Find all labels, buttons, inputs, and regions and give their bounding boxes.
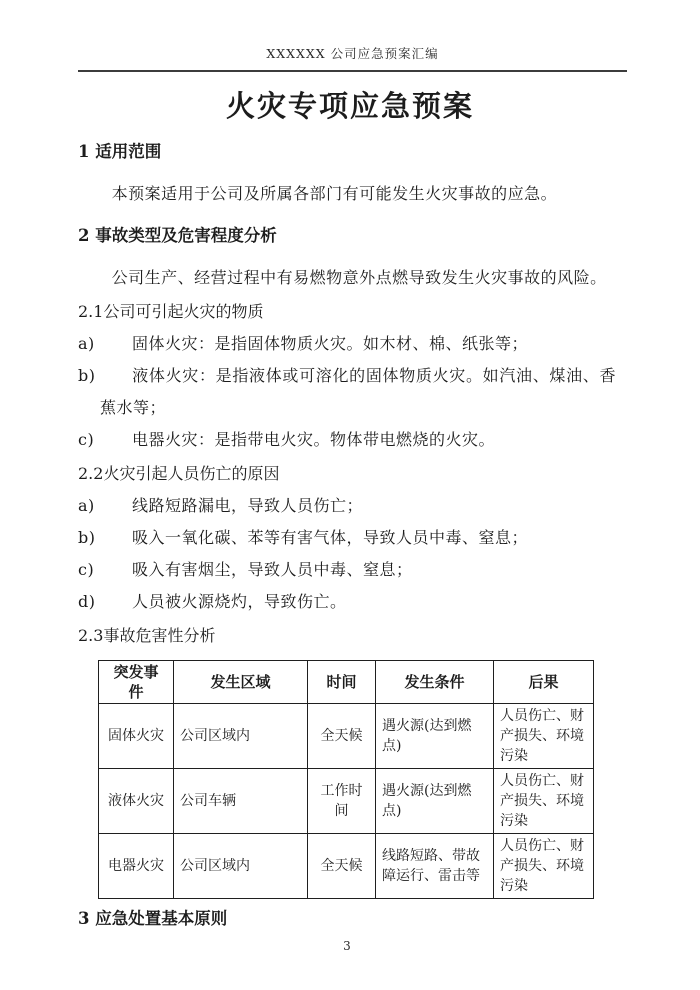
list-item-label: b) <box>78 366 96 385</box>
list-item-text: 液体火灾：是指液体或可溶化的固体物质火灾。如汽油、煤油、香蕉水等； <box>100 366 616 417</box>
list-item <box>78 522 616 554</box>
list-item-label: c) <box>78 560 95 579</box>
list-item-text: 吸入一氧化碳、苯等有害气体，导致人员中毒、窒息； <box>132 528 529 547</box>
table-cell: 遇火源(达到燃点) <box>376 769 494 834</box>
hazard-analysis-table <box>98 660 594 899</box>
list-item-label: b) <box>78 528 96 547</box>
header-text: XXXXXX 公司应急预案汇编 <box>266 46 439 61</box>
table-cell: 公司区域内 <box>174 704 308 769</box>
list-item-label: a) <box>78 334 95 353</box>
list-item <box>78 490 616 522</box>
table-cell: 人员伤亡、财产损失、环境污染 <box>494 704 594 769</box>
table-cell: 工作时间 <box>308 769 376 834</box>
table-cell: 电器火灾 <box>99 834 174 899</box>
table-row <box>99 834 594 899</box>
list-item-label: a) <box>78 496 95 515</box>
subsection-heading-2-1: 2.1公司可引起火灾的物质 <box>78 302 264 321</box>
page-header <box>78 0 627 72</box>
subsection-heading-2-2: 2.2火灾引起人员伤亡的原因 <box>78 464 280 483</box>
table-cell: 人员伤亡、财产损失、环境污染 <box>494 769 594 834</box>
table-cell: 全天候 <box>308 834 376 899</box>
table-header-cell: 发生条件 <box>376 661 494 704</box>
list-item <box>78 424 616 456</box>
section-1-paragraph: 本预案适用于公司及所属各部门有可能发生火灾事故的应急。 <box>111 184 558 203</box>
list-item-text: 电器火灾：是指带电火灾。物体带电燃烧的火灾。 <box>132 430 496 449</box>
list-item-text: 吸入有害烟尘，导致人员中毒、窒息； <box>132 560 413 579</box>
table-cell: 公司车辆 <box>174 769 308 834</box>
list-item <box>78 586 616 618</box>
table-header-cell: 突发事件 <box>99 661 174 704</box>
table-cell: 遇火源(达到燃点) <box>376 704 494 769</box>
table-header-cell: 时间 <box>308 661 376 704</box>
table-cell: 公司区域内 <box>174 834 308 899</box>
table-cell: 线路短路、带故障运行、雷击等 <box>376 834 494 899</box>
list-item-text: 人员被火源烧灼，导致伤亡。 <box>132 592 347 611</box>
list-item-label: c) <box>78 430 95 449</box>
section-heading-1: 1 适用范围 <box>78 142 162 161</box>
table-cell: 固体火灾 <box>99 704 174 769</box>
section-heading-3: 3 应急处置基本原则 <box>78 909 228 928</box>
table-cell: 全天候 <box>308 704 376 769</box>
list-item-text: 固体火灾：是指固体物质火灾。如木材、棉、纸张等； <box>132 334 529 353</box>
list-item <box>78 360 616 424</box>
hazard-analysis-table-wrap <box>98 660 616 899</box>
table-header-cell: 发生区域 <box>174 661 308 704</box>
page-number: 3 <box>343 939 351 953</box>
list-item-label: d) <box>78 592 96 611</box>
document-title: 火灾专项应急预案 <box>225 89 474 123</box>
list-item <box>78 554 616 586</box>
document-body <box>78 136 616 953</box>
table-row <box>99 704 594 769</box>
list-item <box>78 328 616 360</box>
table-cell: 液体火灾 <box>99 769 174 834</box>
table-cell: 人员伤亡、财产损失、环境污染 <box>494 834 594 899</box>
section-heading-2: 2 事故类型及危害程度分析 <box>78 226 277 245</box>
table-row <box>99 769 594 834</box>
table-header-cell: 后果 <box>494 661 594 704</box>
subsection-heading-2-3: 2.3事故危害性分析 <box>78 626 216 645</box>
table-header-row <box>99 661 594 704</box>
section-2-paragraph: 公司生产、经营过程中有易燃物意外点燃导致发生火灾事故的风险。 <box>111 268 607 287</box>
list-item-text: 线路短路漏电，导致人员伤亡； <box>132 496 364 515</box>
